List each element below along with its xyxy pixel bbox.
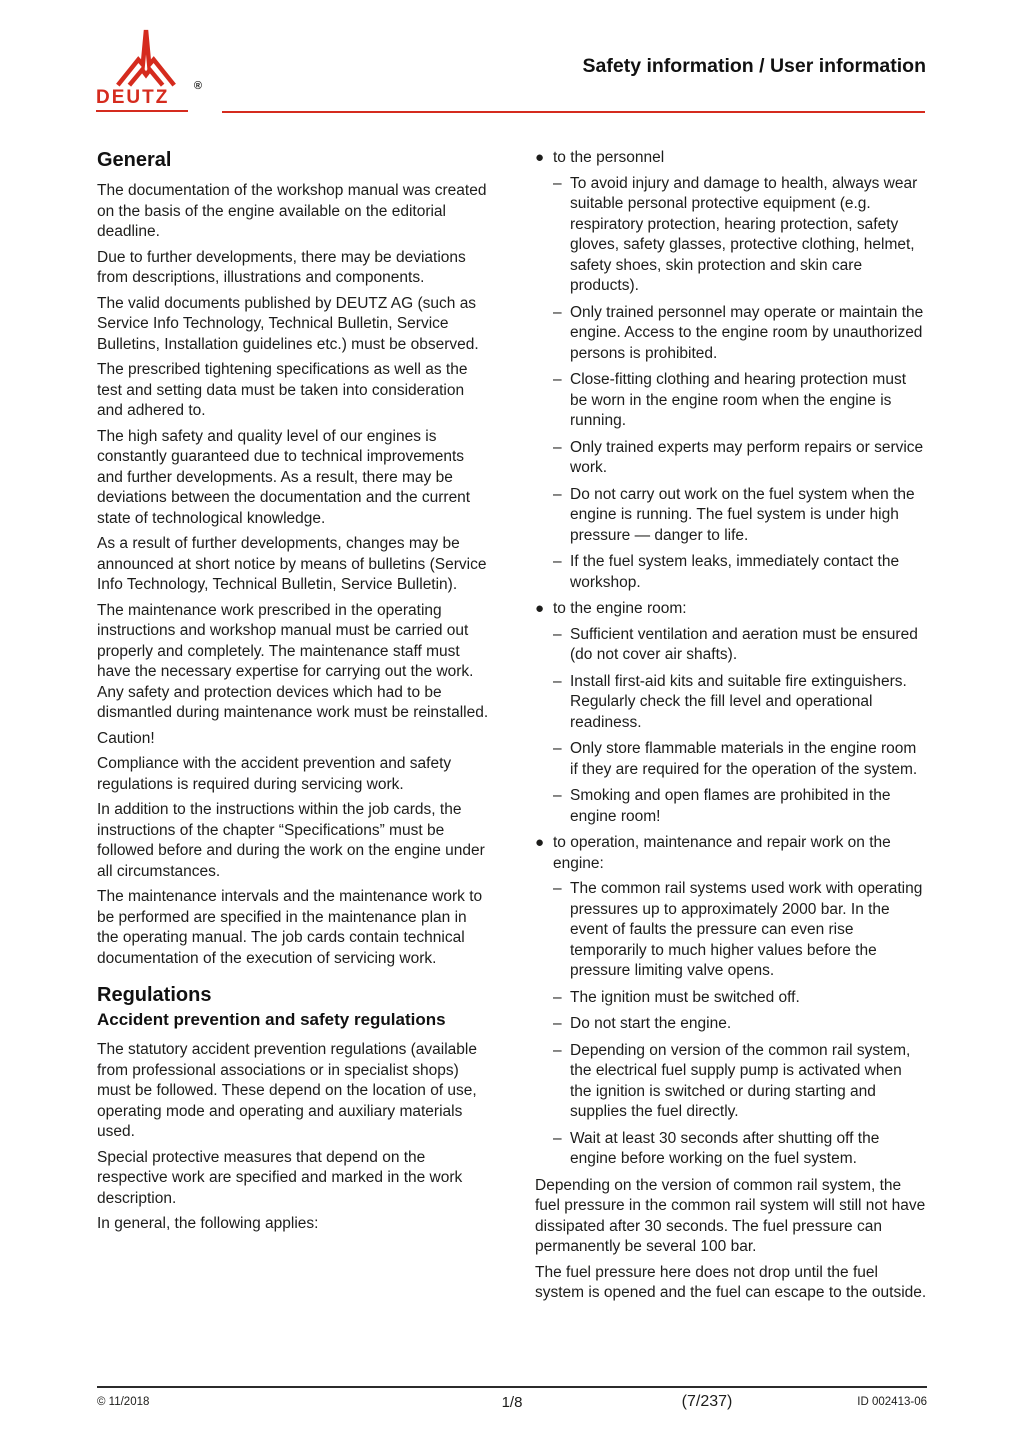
dash-icon: –: [553, 672, 562, 690]
footer-document-id: ID 002413-06: [857, 1396, 927, 1408]
list-item: [553, 625, 927, 666]
paragraph: The maintenance intervals and the maintenance work to be performed are specified in the maintenance plan in the operating manual. The job cards contain technical documentation of the execution of servicing work.: [97, 888, 483, 967]
dash-icon: –: [553, 1015, 562, 1032]
section-heading-general: General: [97, 149, 172, 171]
list-item-text: Depending on version of the common rail system, the electrical fuel supply pump is activated when the ignition is switched or during starting and supplies the fuel directly.: [570, 1041, 911, 1120]
list-item-text: Wait at least 30 seconds after shutting off the engine before working on the fuel system.: [570, 1129, 880, 1167]
list-item: [553, 174, 927, 297]
dash-icon: –: [553, 787, 562, 804]
dash-icon: –: [553, 988, 562, 1006]
footer-page-number: 1/8: [501, 1394, 523, 1411]
section-heading-regulations: Regulations: [97, 984, 212, 1006]
bullet-label-text: to the engine room:: [553, 600, 687, 617]
dash-icon: –: [553, 1041, 562, 1059]
bullet-icon: ●: [535, 834, 545, 851]
bullet-group-engine-room: [535, 599, 927, 827]
bullet-group-operation-maintenance: [535, 833, 927, 1304]
paragraph: The prescribed tightening specifications as well as the test and setting data must be taken into consideration and adhered to.: [97, 361, 468, 419]
content-columns: [97, 148, 927, 1309]
list-item-text: Only store flammable materials in the engine room if they are required for the operation of the system.: [570, 740, 918, 778]
list-item: [553, 485, 927, 547]
dash-icon: –: [553, 553, 562, 570]
paragraph: In general, the following applies:: [97, 1215, 319, 1232]
dash-icon: –: [553, 880, 562, 897]
paragraph: In addition to the instructions within the job cards, the instructions of the chapter “Specifications” must be followed before and during the work on the engine under all circumstances.: [97, 801, 485, 880]
list-item-text: Install first-aid kits and suitable fire extinguishers. Regularly check the fill level and operational readiness.: [570, 672, 907, 731]
bullet-label-text: to the personnel: [553, 149, 665, 166]
paragraph: Compliance with the accident prevention and safety regulations is required during servicing work.: [97, 755, 452, 793]
list-item: [553, 370, 927, 432]
list-item: [553, 1041, 927, 1123]
paragraph: The documentation of the workshop manual was created on the basis of the engine available on the editorial deadline.: [97, 182, 487, 240]
list-item-text: The ignition must be switched off.: [570, 988, 800, 1006]
caution-label: Caution!: [97, 729, 155, 747]
list-item-text: Do not start the engine.: [570, 1015, 732, 1032]
list-item: [553, 739, 927, 780]
list-item-text: The common rail systems used work with operating pressures up to approximately 2000 bar. In the event of faults the pressure can even rise temporarily to much higher values before the pressure limiting valve opens.: [570, 880, 923, 979]
list-item: [553, 552, 927, 593]
dash-icon: –: [553, 438, 562, 456]
list-item-text: Smoking and open flames are prohibited in the engine room!: [570, 787, 891, 825]
bullet-group-personnel: [535, 148, 927, 593]
bullet-item: [535, 599, 927, 620]
bullet-icon: ●: [535, 149, 545, 166]
paragraph: Due to further developments, there may be deviations from descriptions, illustrations and components.: [97, 248, 466, 286]
bullet-item: [535, 833, 927, 874]
header-divider: [222, 111, 925, 113]
deutz-tower-icon: [114, 26, 178, 88]
paragraph: The high safety and quality level of our engines is constantly guaranteed due to technical improvements and further developments. As a result, there may be deviations between the documentation and the current state of technological knowledge.: [97, 427, 471, 527]
list-item: [553, 786, 927, 827]
list-item-text: Only trained personnel may operate or maintain the engine. Access to the engine room by unauthorized persons is prohibited.: [570, 303, 924, 362]
dash-icon: –: [553, 303, 562, 321]
bullet-icon: ●: [535, 600, 545, 617]
dash-icon: –: [553, 1129, 562, 1147]
dash-icon: –: [553, 740, 562, 757]
list-item: [553, 303, 927, 365]
right-column: [535, 148, 927, 1309]
list-item-text: To avoid injury and damage to health, always wear suitable personal protective equipment (e.g. respiratory protection, hearing protection, safety gloves, safety glasses, protective clothing, helmet, safety shoes, skin protection and skin care products).: [570, 174, 918, 294]
list-item-text: Sufficient ventilation and aeration must be ensured (do not cover air shafts).: [570, 625, 918, 663]
note-paragraph: Depending on the version of common rail system, the fuel pressure in the common rail system will still not have dissipated after 30 seconds. The fuel pressure can permanently be several 100 bar.: [535, 1176, 926, 1255]
dash-icon: –: [553, 174, 562, 192]
subsection-heading-accident-prevention: Accident prevention and safety regulations: [97, 1010, 446, 1029]
footer-page-total: (7/237): [681, 1393, 733, 1410]
paragraph: The statutory accident prevention regulations (available from professional associations or in specialist shops) must be followed. These depend on the location of use, operating mode and operating and auxiliary materials used.: [97, 1041, 477, 1140]
paragraph: The maintenance work prescribed in the operating instructions and workshop manual must be carried out properly and completely. The maintenance staff must have the necessary expertise for carrying out the work. Any safety and protection devices which had to be dismantled during maintenance work must be reinstalled.: [97, 601, 489, 721]
list-item: [553, 879, 927, 982]
deutz-logo: [96, 24, 200, 116]
bullet-item: [535, 148, 927, 169]
list-item: [553, 988, 927, 1009]
list-item-text: If the fuel system leaks, immediately contact the workshop.: [570, 553, 900, 591]
list-item-text: Only trained experts may perform repairs or service work.: [570, 438, 924, 476]
deutz-wordmark: DEUTZ: [96, 88, 188, 112]
paragraph: The valid documents published by DEUTZ AG (such as Service Info Technology, Technical Bulletin, Service Bulletins, Installation guidelines etc.) must be observed.: [97, 294, 479, 353]
list-item-text: Close-fitting clothing and hearing protection must be worn in the engine room when the engine is running.: [570, 371, 907, 429]
dash-icon: –: [553, 371, 562, 388]
bullet-label-text: to operation, maintenance and repair work on the engine:: [553, 834, 891, 872]
list-item: [553, 1014, 927, 1035]
paragraph: As a result of further developments, changes may be announced at short notice by means of bulletins (Service Info Technology, Technical Bulletin, Service Bulletin).: [97, 535, 487, 593]
footer-divider: [97, 1386, 927, 1388]
list-item: [553, 438, 927, 479]
list-item: [553, 672, 927, 734]
dash-icon: –: [553, 485, 562, 503]
registered-trademark-symbol: ®: [193, 80, 202, 92]
left-column: [97, 148, 489, 1240]
footer-copyright: © 11/2018: [97, 1396, 150, 1408]
list-item-text: Do not carry out work on the fuel system when the engine is running. The fuel system is under high pressure — danger to life.: [570, 485, 915, 544]
list-item: [553, 1129, 927, 1170]
dash-icon: –: [553, 625, 562, 643]
paragraph: Special protective measures that depend on the respective work are specified and marked in the work description.: [97, 1148, 463, 1207]
note-paragraph: The fuel pressure here does not drop until the fuel system is opened and the fuel can escape to the outside.: [535, 1263, 927, 1301]
page-title: Safety information / User information: [582, 55, 926, 77]
